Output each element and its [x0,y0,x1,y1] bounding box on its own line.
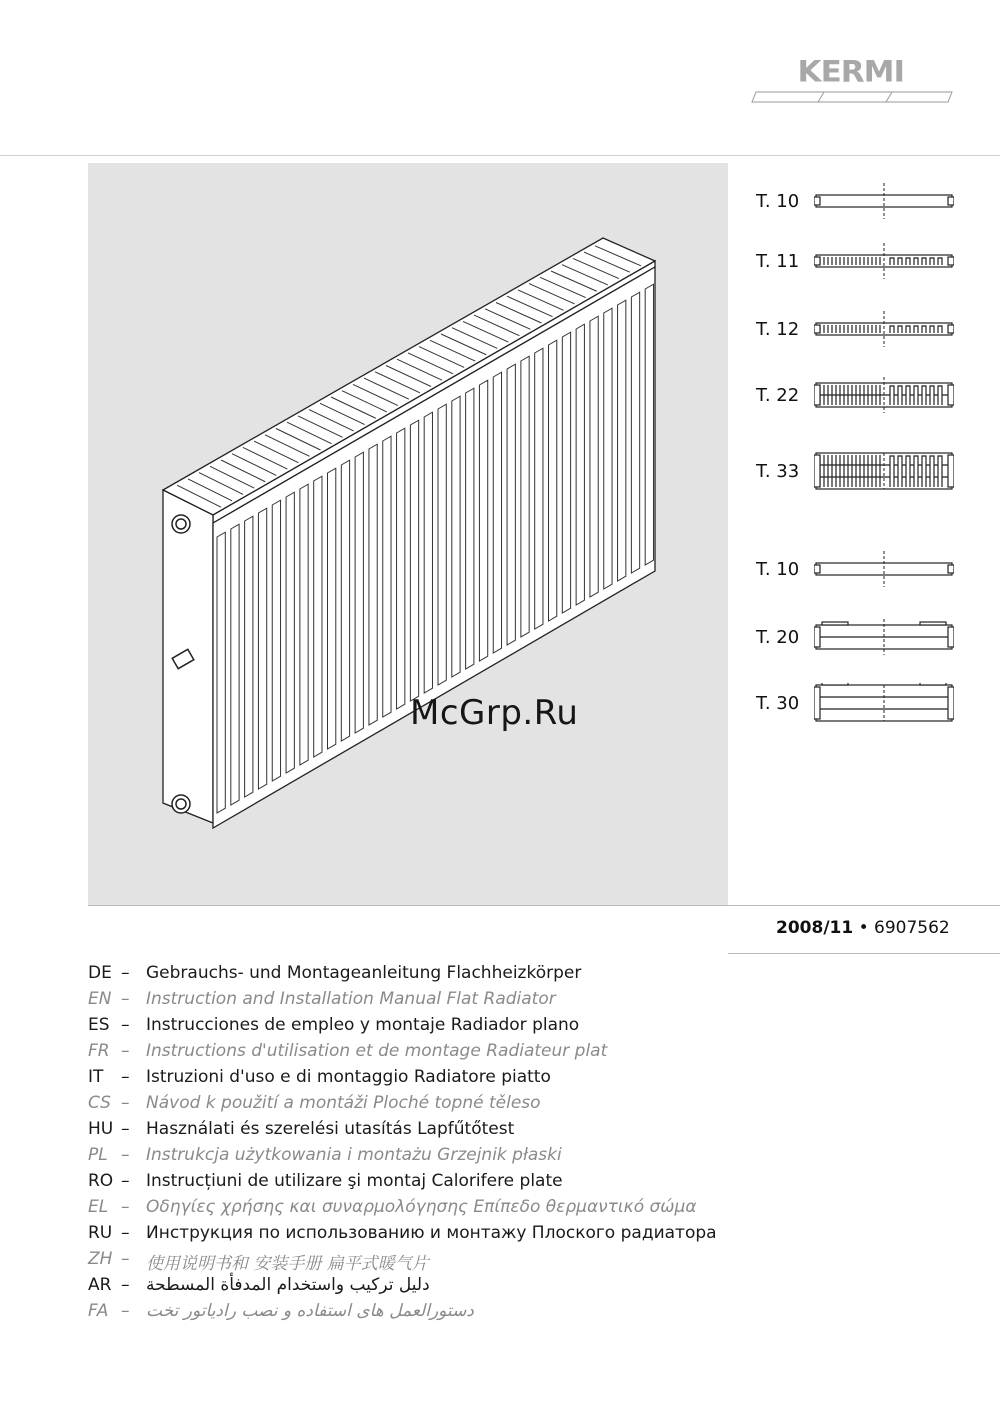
language-title-row [88,1093,988,1119]
language-title: دليل تركيب واستخدام المدفأة المسطحة [146,1275,430,1295]
radiator-type-label: T. 11 [756,251,800,272]
top-divider [0,155,1000,156]
language-dash: – [121,1015,130,1035]
language-dash: – [121,989,130,1009]
language-code: FA [88,1301,109,1321]
document-reference [776,918,950,938]
language-code: CS [88,1093,111,1113]
document-number: 6907562 [874,918,950,938]
language-title: Návod k použití a montáži Ploché topné těleso [146,1093,541,1113]
radiator-type-label: T. 30 [756,693,800,714]
radiator-type-label: T. 10 [756,191,800,212]
language-title: Gebrauchs- und Montageanleitung Flachheizkörper [146,963,582,983]
language-title: Istruzioni d'uso e di montaggio Radiatore piatto [146,1067,551,1087]
language-title-row [88,1171,988,1197]
language-code: HU [88,1119,114,1139]
radiator-illustration-panel [88,163,728,905]
language-code: EL [88,1197,109,1217]
language-dash: – [121,1197,130,1217]
radiator-type-label: T. 20 [756,627,800,648]
language-title-row [88,1301,988,1327]
language-title-row [88,989,988,1015]
language-title-row [88,1145,988,1171]
language-code: RU [88,1223,113,1243]
language-dash: – [121,1093,130,1113]
language-dash: – [121,1041,130,1061]
type-22-profile-icon [814,375,954,419]
language-code: PL [88,1145,108,1165]
radiator-illustration [88,163,728,905]
language-title: Instructions d'utilisation et de montage Radiateur plat [146,1041,608,1061]
doc-ref-divider [728,953,1000,954]
language-code: IT [88,1067,104,1087]
language-title: Instrukcja użytkowania i montażu Grzejnik płaski [146,1145,562,1165]
language-dash: – [121,1119,130,1139]
language-code: FR [88,1041,110,1061]
language-dash: – [121,1249,130,1269]
type-20-profile-icon [814,617,954,661]
language-dash: – [121,963,130,983]
language-title-row [88,1041,988,1067]
language-title-row [88,1197,988,1223]
language-code: AR [88,1275,112,1295]
language-dash: – [121,1223,130,1243]
language-title: Instruction and Installation Manual Flat Radiator [146,989,556,1009]
language-title-list [88,963,988,1327]
language-dash: – [121,1275,130,1295]
language-title: Инструкция по использованию и монтажу Плоского радиатора [146,1223,717,1243]
language-title: Οδηγίες χρήσης και συναρμολόγησης Επίπεδο θερμαντικό σώμα [146,1197,697,1217]
kermi-logo [748,50,954,106]
language-title: دستورالعمل های استفاده و نصب رادیاتور تخت [146,1301,474,1321]
language-title: Instrucciones de empleo y montaje Radiador plano [146,1015,580,1035]
radiator-type-label: T. 12 [756,319,800,340]
type-10-plan-profile-icon [814,549,954,593]
type-30-profile-icon [814,683,954,727]
document-separator: • [858,918,869,938]
radiator-type-label: T. 33 [756,461,800,482]
language-title: Használati és szerelési utasítás Lapfűtőtest [146,1119,515,1139]
language-dash: – [121,1171,130,1191]
radiator-type-label: T. 22 [756,385,800,406]
language-code: EN [88,989,112,1009]
language-title-row [88,963,988,989]
language-code: RO [88,1171,114,1191]
language-code: ZH [88,1249,113,1269]
document-date: 2008/11 [776,918,854,938]
language-dash: – [121,1301,130,1321]
language-title-row [88,1119,988,1145]
type-11-profile-icon [814,241,954,285]
type-10-profile-icon [814,181,954,225]
language-title-row [88,1015,988,1041]
logo-text: KERMI [797,54,904,90]
language-title-row [88,1223,988,1249]
language-code: ES [88,1015,110,1035]
radiator-type-label: T. 10 [756,559,800,580]
language-title-row [88,1067,988,1093]
language-title-row [88,1275,988,1301]
type-33-profile-icon [814,451,954,495]
language-title: 使用说明书和 安装手册 扁平式暖气片 [146,1254,429,1274]
language-dash: – [121,1067,130,1087]
watermark: McGrp.Ru [410,693,579,733]
language-title: Instrucțiuni de utilizare şi montaj Calorifere plate [146,1171,563,1191]
panel-bottom-divider [88,905,1000,906]
type-12-profile-icon [814,309,954,353]
language-dash: – [121,1145,130,1165]
language-code: DE [88,963,112,983]
language-title-row [88,1249,988,1275]
